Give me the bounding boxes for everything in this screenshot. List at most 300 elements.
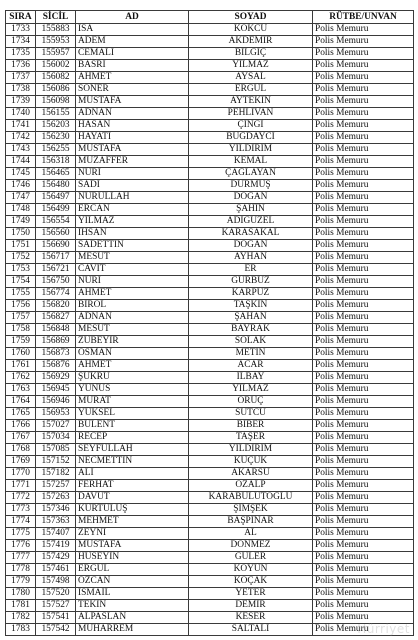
soyad-cell: AYHAN (189, 252, 313, 264)
rutbe-cell: Polis Memuru (313, 48, 414, 60)
ad-cell: TEKİN (76, 600, 189, 612)
sicil-cell: 156155 (36, 108, 76, 120)
soyad-cell: ER (189, 264, 313, 276)
rutbe-cell: Polis Memuru (313, 408, 414, 420)
soyad-cell: YETER (189, 588, 313, 600)
rutbe-cell: Polis Memuru (313, 384, 414, 396)
ad-cell: NURİ (76, 276, 189, 288)
sicil-cell: 157407 (36, 528, 76, 540)
soyad-cell: PEHLİVAN (189, 108, 313, 120)
soyad-cell: AYSAL (189, 72, 313, 84)
sira-cell: 1773 (6, 504, 36, 516)
ad-cell: CAVİT (76, 264, 189, 276)
sicil-cell: 157498 (36, 576, 76, 588)
soyad-cell: GÜRBÜZ (189, 276, 313, 288)
soyad-cell: DOĞAN (189, 240, 313, 252)
sira-cell: 1774 (6, 516, 36, 528)
sicil-cell: 156082 (36, 72, 76, 84)
sira-cell: 1746 (6, 180, 36, 192)
sira-cell: 1737 (6, 72, 36, 84)
soyad-cell: KARPUZ (189, 288, 313, 300)
sira-cell: 1775 (6, 528, 36, 540)
sicil-cell: 156690 (36, 240, 76, 252)
rutbe-cell: Polis Memuru (313, 576, 414, 588)
sicil-cell: 156820 (36, 300, 76, 312)
rutbe-cell: Polis Memuru (313, 204, 414, 216)
sira-cell: 1768 (6, 444, 36, 456)
rutbe-cell: Polis Memuru (313, 600, 414, 612)
sicil-cell: 156465 (36, 168, 76, 180)
ad-cell: İHSAN (76, 228, 189, 240)
ad-cell: BASRİ (76, 60, 189, 72)
ad-cell: NURULLAH (76, 192, 189, 204)
ad-cell: ADNAN (76, 312, 189, 324)
sicil-cell: 156098 (36, 96, 76, 108)
rutbe-cell: Polis Memuru (313, 372, 414, 384)
sicil-cell: 156946 (36, 396, 76, 408)
sira-cell: 1771 (6, 480, 36, 492)
ad-cell: SADİ (76, 180, 189, 192)
sicil-cell: 156953 (36, 408, 76, 420)
table-row (6, 216, 414, 228)
table-row (6, 204, 414, 216)
ad-cell: SONER (76, 84, 189, 96)
rutbe-cell: Polis Memuru (313, 504, 414, 516)
table-row (6, 504, 414, 516)
sira-cell: 1758 (6, 324, 36, 336)
rutbe-cell: Polis Memuru (313, 564, 414, 576)
ad-cell: FERHAT (76, 480, 189, 492)
table-row (6, 576, 414, 588)
table-row (6, 432, 414, 444)
table-row (6, 240, 414, 252)
sicil-cell: 156002 (36, 60, 76, 72)
ad-cell: ALİ (76, 468, 189, 480)
sicil-cell: 157527 (36, 600, 76, 612)
table-row (6, 492, 414, 504)
rutbe-cell: Polis Memuru (313, 180, 414, 192)
ad-cell: HÜSEYİN (76, 552, 189, 564)
sira-cell: 1740 (6, 108, 36, 120)
sicil-cell: 156929 (36, 372, 76, 384)
soyad-cell: AKARSU (189, 468, 313, 480)
soyad-cell: BİLGİÇ (189, 48, 313, 60)
column-header-soyad: SOYAD (189, 11, 313, 24)
table-row (6, 564, 414, 576)
table-body (6, 24, 414, 636)
soyad-cell: KEMAL (189, 156, 313, 168)
ad-cell: HAYATİ (76, 132, 189, 144)
rutbe-cell: Polis Memuru (313, 528, 414, 540)
sira-cell: 1761 (6, 360, 36, 372)
sicil-cell: 157182 (36, 468, 76, 480)
table-row (6, 300, 414, 312)
soyad-cell: DOĞAN (189, 192, 313, 204)
sicil-cell: 156827 (36, 312, 76, 324)
ad-cell: NECMETTİN (76, 456, 189, 468)
soyad-cell: YILDIRIM (189, 444, 313, 456)
table-row (6, 516, 414, 528)
header-row (6, 11, 414, 24)
rutbe-cell: Polis Memuru (313, 240, 414, 252)
sicil-cell: 156560 (36, 228, 76, 240)
soyad-cell: ŞAHİN (189, 204, 313, 216)
sira-cell: 1742 (6, 132, 36, 144)
sicil-cell: 157461 (36, 564, 76, 576)
rutbe-cell: Polis Memuru (313, 216, 414, 228)
sicil-cell: 155953 (36, 36, 76, 48)
rutbe-cell: Polis Memuru (313, 288, 414, 300)
soyad-cell: KARASAKAL (189, 228, 313, 240)
sira-cell: 1745 (6, 168, 36, 180)
table-row (6, 72, 414, 84)
ad-cell: MEHMET (76, 516, 189, 528)
soyad-cell: DEMİR (189, 600, 313, 612)
rutbe-cell: Polis Memuru (313, 480, 414, 492)
table-row (6, 372, 414, 384)
sicil-cell: 156086 (36, 84, 76, 96)
table-row (6, 192, 414, 204)
ad-cell: AHMET (76, 288, 189, 300)
sicil-cell: 157346 (36, 504, 76, 516)
soyad-cell: ERGÜL (189, 84, 313, 96)
sira-cell: 1762 (6, 372, 36, 384)
sira-cell: 1753 (6, 264, 36, 276)
sicil-cell: 156318 (36, 156, 76, 168)
ad-cell: MUSTAFA (76, 144, 189, 156)
rutbe-cell: Polis Memuru (313, 144, 414, 156)
sira-cell: 1779 (6, 576, 36, 588)
ad-cell: BÜLENT (76, 420, 189, 432)
table-row (6, 36, 414, 48)
rutbe-cell: Polis Memuru (313, 324, 414, 336)
ad-cell: AHMET (76, 72, 189, 84)
sicil-cell: 156873 (36, 348, 76, 360)
ad-cell: MUHARREM (76, 624, 189, 636)
sicil-cell: 156721 (36, 264, 76, 276)
sira-cell: 1782 (6, 612, 36, 624)
soyad-cell: KESER (189, 612, 313, 624)
soyad-cell: METİN (189, 348, 313, 360)
soyad-cell: SÜTCÜ (189, 408, 313, 420)
soyad-cell: DURMUŞ (189, 180, 313, 192)
rutbe-cell: Polis Memuru (313, 420, 414, 432)
rutbe-cell: Polis Memuru (313, 552, 414, 564)
ad-cell: İSA (76, 24, 189, 36)
sira-cell: 1777 (6, 552, 36, 564)
sicil-cell: 157520 (36, 588, 76, 600)
column-header-rutbe: RÜTBE/UNVAN (313, 11, 414, 24)
sicil-cell: 157541 (36, 612, 76, 624)
rutbe-cell: Polis Memuru (313, 588, 414, 600)
sira-cell: 1734 (6, 36, 36, 48)
table-row (6, 552, 414, 564)
sicil-cell: 156750 (36, 276, 76, 288)
soyad-cell: KÖKCÜ (189, 24, 313, 36)
column-header-sicil: SİCİL (36, 11, 76, 24)
soyad-cell: ÖZALP (189, 480, 313, 492)
table-row (6, 276, 414, 288)
rutbe-cell: Polis Memuru (313, 432, 414, 444)
table-row (6, 528, 414, 540)
table-row (6, 396, 414, 408)
sira-cell: 1736 (6, 60, 36, 72)
ad-cell: KURTULUŞ (76, 504, 189, 516)
table-row (6, 132, 414, 144)
rutbe-cell: Polis Memuru (313, 396, 414, 408)
rutbe-cell: Polis Memuru (313, 300, 414, 312)
rutbe-cell: Polis Memuru (313, 360, 414, 372)
rutbe-cell: Polis Memuru (313, 540, 414, 552)
rutbe-cell: Polis Memuru (313, 348, 414, 360)
table-row (6, 156, 414, 168)
soyad-cell: BİBER (189, 420, 313, 432)
table-row (6, 540, 414, 552)
rutbe-cell: Polis Memuru (313, 36, 414, 48)
ad-cell: BİROL (76, 300, 189, 312)
soyad-cell: GÜLER (189, 552, 313, 564)
sicil-cell: 156876 (36, 360, 76, 372)
sicil-cell: 157363 (36, 516, 76, 528)
table-row (6, 456, 414, 468)
soyad-cell: SALTALI (189, 624, 313, 636)
soyad-cell: YILMAZ (189, 384, 313, 396)
sicil-cell: 157263 (36, 492, 76, 504)
sira-cell: 1770 (6, 468, 36, 480)
sicil-cell: 156869 (36, 336, 76, 348)
sira-cell: 1744 (6, 156, 36, 168)
column-header-sira: SIRA (6, 11, 36, 24)
sira-cell: 1752 (6, 252, 36, 264)
sira-cell: 1747 (6, 192, 36, 204)
sicil-cell: 156255 (36, 144, 76, 156)
table-row (6, 168, 414, 180)
ad-cell: ADNAN (76, 108, 189, 120)
sicil-cell: 156717 (36, 252, 76, 264)
rutbe-cell: Polis Memuru (313, 492, 414, 504)
table-row (6, 288, 414, 300)
sicil-cell: 157257 (36, 480, 76, 492)
sira-cell: 1741 (6, 120, 36, 132)
sira-cell: 1760 (6, 348, 36, 360)
rutbe-cell: Polis Memuru (313, 72, 414, 84)
soyad-cell: BAYRAK (189, 324, 313, 336)
ad-cell: MESUT (76, 324, 189, 336)
soyad-cell: SOLAK (189, 336, 313, 348)
rutbe-cell: Polis Memuru (313, 108, 414, 120)
table-row (6, 180, 414, 192)
sira-cell: 1754 (6, 276, 36, 288)
rutbe-cell: Polis Memuru (313, 624, 414, 636)
sicil-cell: 156497 (36, 192, 76, 204)
table-row (6, 264, 414, 276)
soyad-cell: ORUÇ (189, 396, 313, 408)
sicil-cell: 156945 (36, 384, 76, 396)
sicil-cell: 157152 (36, 456, 76, 468)
table-row (6, 120, 414, 132)
ad-cell: CEMALİ (76, 48, 189, 60)
sira-cell: 1756 (6, 300, 36, 312)
soyad-cell: YILDIRIM (189, 144, 313, 156)
sira-cell: 1739 (6, 96, 36, 108)
ad-cell: ZÜBEYİR (76, 336, 189, 348)
soyad-cell: İLBAY (189, 372, 313, 384)
rutbe-cell: Polis Memuru (313, 276, 414, 288)
ad-cell: MUZAFFER (76, 156, 189, 168)
sira-cell: 1735 (6, 48, 36, 60)
table-row (6, 84, 414, 96)
table-row (6, 96, 414, 108)
sira-cell: 1759 (6, 336, 36, 348)
sira-cell: 1781 (6, 600, 36, 612)
table-row (6, 24, 414, 36)
soyad-cell: KÜÇÜK (189, 456, 313, 468)
rutbe-cell: Polis Memuru (313, 84, 414, 96)
soyad-cell: KOYUN (189, 564, 313, 576)
ad-cell: OSMAN (76, 348, 189, 360)
ad-cell: MUSTAFA (76, 540, 189, 552)
soyad-cell: DÖNMEZ (189, 540, 313, 552)
sira-cell: 1780 (6, 588, 36, 600)
sira-cell: 1766 (6, 420, 36, 432)
soyad-cell: BUĞDAYCI (189, 132, 313, 144)
table-row (6, 408, 414, 420)
column-header-ad: AD (76, 11, 189, 24)
ad-cell: ZEYNİ (76, 528, 189, 540)
sicil-cell: 157542 (36, 624, 76, 636)
rutbe-cell: Polis Memuru (313, 252, 414, 264)
table-row (6, 588, 414, 600)
table-row (6, 612, 414, 624)
rutbe-cell: Polis Memuru (313, 60, 414, 72)
table-row (6, 144, 414, 156)
table-row (6, 360, 414, 372)
table-row (6, 336, 414, 348)
sira-cell: 1769 (6, 456, 36, 468)
sicil-cell: 156203 (36, 120, 76, 132)
sicil-cell: 156774 (36, 288, 76, 300)
sira-cell: 1764 (6, 396, 36, 408)
ad-cell: İSMAİL (76, 588, 189, 600)
rutbe-cell: Polis Memuru (313, 516, 414, 528)
table-header (6, 11, 414, 24)
ad-cell: YUNUS (76, 384, 189, 396)
rutbe-cell: Polis Memuru (313, 132, 414, 144)
table-row (6, 48, 414, 60)
rutbe-cell: Polis Memuru (313, 264, 414, 276)
rutbe-cell: Polis Memuru (313, 444, 414, 456)
soyad-cell: AKDEMİR (189, 36, 313, 48)
ad-cell: MURAT (76, 396, 189, 408)
rutbe-cell: Polis Memuru (313, 192, 414, 204)
sira-cell: 1738 (6, 84, 36, 96)
ad-cell: SADETTİN (76, 240, 189, 252)
ad-cell: ERGÜL (76, 564, 189, 576)
soyad-cell: KARABULUTOĞLU (189, 492, 313, 504)
table-row (6, 252, 414, 264)
soyad-cell: ÇINGI (189, 120, 313, 132)
rutbe-cell: Polis Memuru (313, 156, 414, 168)
rutbe-cell: Polis Memuru (313, 168, 414, 180)
ad-cell: ERCAN (76, 204, 189, 216)
sira-cell: 1750 (6, 228, 36, 240)
rutbe-cell: Polis Memuru (313, 228, 414, 240)
sira-cell: 1733 (6, 24, 36, 36)
table-row (6, 228, 414, 240)
rutbe-cell: Polis Memuru (313, 336, 414, 348)
table-row (6, 420, 414, 432)
soyad-cell: TAŞER (189, 432, 313, 444)
ad-cell: ALPASLAN (76, 612, 189, 624)
sira-cell: 1772 (6, 492, 36, 504)
rutbe-cell: Polis Memuru (313, 96, 414, 108)
sira-cell: 1743 (6, 144, 36, 156)
sicil-cell: 157429 (36, 552, 76, 564)
ad-cell: YÜKSEL (76, 408, 189, 420)
sira-cell: 1783 (6, 624, 36, 636)
table-row (6, 324, 414, 336)
sira-cell: 1749 (6, 216, 36, 228)
ad-cell: MUSTAFA (76, 96, 189, 108)
soyad-cell: ŞAHAN (189, 312, 313, 324)
table-row (6, 624, 414, 636)
sira-cell: 1767 (6, 432, 36, 444)
ad-cell: AHMET (76, 360, 189, 372)
rutbe-cell: Polis Memuru (313, 312, 414, 324)
sira-cell: 1755 (6, 288, 36, 300)
rutbe-cell: Polis Memuru (313, 468, 414, 480)
soyad-cell: BAŞPINAR (189, 516, 313, 528)
sicil-cell: 157027 (36, 420, 76, 432)
sira-cell: 1763 (6, 384, 36, 396)
sicil-cell: 156499 (36, 204, 76, 216)
soyad-cell: KOÇAK (189, 576, 313, 588)
rutbe-cell: Polis Memuru (313, 24, 414, 36)
personnel-table (5, 10, 414, 636)
watermark-logo: Hürriyet (357, 622, 410, 636)
ad-cell: MESUT (76, 252, 189, 264)
soyad-cell: YILMAZ (189, 60, 313, 72)
ad-cell: SEYFULLAH (76, 444, 189, 456)
table-row (6, 108, 414, 120)
rutbe-cell: Polis Memuru (313, 120, 414, 132)
table-row (6, 312, 414, 324)
soyad-cell: ŞİMŞEK (189, 504, 313, 516)
soyad-cell: AL (189, 528, 313, 540)
ad-cell: RECEP (76, 432, 189, 444)
sicil-cell: 155957 (36, 48, 76, 60)
sicil-cell: 156480 (36, 180, 76, 192)
sicil-cell: 156848 (36, 324, 76, 336)
sira-cell: 1776 (6, 540, 36, 552)
soyad-cell: ACAR (189, 360, 313, 372)
table-row (6, 60, 414, 72)
ad-cell: YILMAZ (76, 216, 189, 228)
table-row (6, 348, 414, 360)
sicil-cell: 157085 (36, 444, 76, 456)
soyad-cell: ADIGÜZEL (189, 216, 313, 228)
ad-cell: DAVUT (76, 492, 189, 504)
rutbe-cell: Polis Memuru (313, 612, 414, 624)
table-row (6, 444, 414, 456)
ad-cell: ŞÜKRÜ (76, 372, 189, 384)
ad-cell: ÖZCAN (76, 576, 189, 588)
sira-cell: 1778 (6, 564, 36, 576)
table-row (6, 600, 414, 612)
sira-cell: 1748 (6, 204, 36, 216)
sira-cell: 1751 (6, 240, 36, 252)
ad-cell: NURİ (76, 168, 189, 180)
